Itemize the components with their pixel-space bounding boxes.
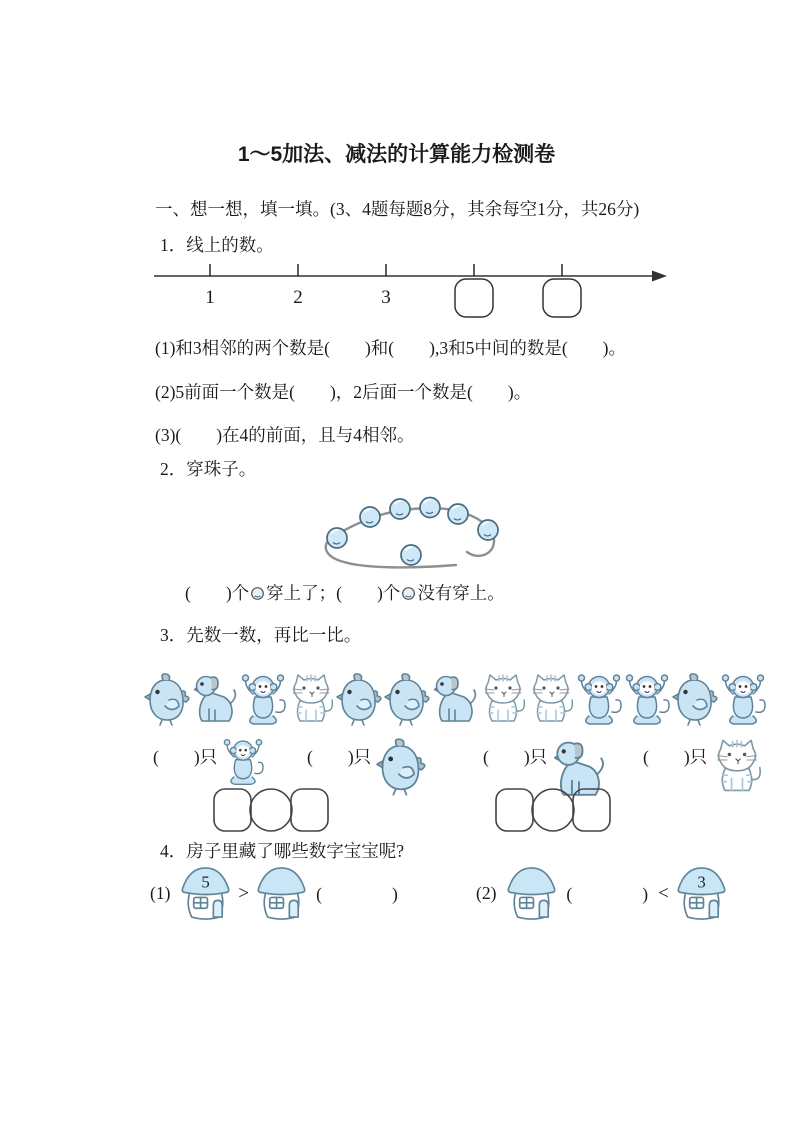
bead-icon <box>327 528 347 548</box>
number-line-ticks <box>210 264 562 276</box>
number-line-answer-box[interactable] <box>455 279 493 317</box>
bead-icon <box>401 585 416 606</box>
dog-icon <box>191 671 239 732</box>
monkey-icon <box>239 671 287 732</box>
q4-part-1-operator: > <box>238 882 250 904</box>
bird-icon <box>383 671 431 732</box>
compare-shapes-group[interactable] <box>494 786 612 839</box>
svg-text:5: 5 <box>201 872 211 892</box>
q3-label: 3．先数一数，再比一比。 <box>160 625 362 645</box>
q4-part-1-prefix: (1) <box>150 883 171 903</box>
number-line-label-1: 1 <box>205 287 215 308</box>
count-answer-blank[interactable]: ( )只 <box>307 747 372 767</box>
count-answer-blank[interactable]: ( )只 <box>483 747 548 767</box>
count-answer-blank[interactable]: ( )只 <box>643 747 708 767</box>
page-title: 1～5加法、减法的计算能力检测卷 <box>237 143 556 166</box>
q4-part-1 <box>150 864 404 923</box>
q1-part-2: (2)5前面一个数是( )，2后面一个数是( )。 <box>155 382 532 402</box>
bead-icon <box>250 585 265 606</box>
house-icon <box>177 864 234 923</box>
number-line-label-3: 3 <box>381 287 391 308</box>
bird-icon <box>143 671 191 732</box>
bead-icon <box>360 507 380 527</box>
monkey-icon <box>719 671 767 732</box>
q2-answer-seg1[interactable]: ( )个 <box>185 583 250 603</box>
count-answer-blank[interactable]: ( )只 <box>153 747 218 767</box>
q4-part-2-prefix: (2) <box>476 883 497 903</box>
q4-answer-blank[interactable]: ( ) <box>566 884 649 904</box>
q1-label: 1．线上的数。 <box>160 235 274 255</box>
cat-icon <box>527 671 575 732</box>
compare-row <box>143 786 783 836</box>
number-line-label-2: 2 <box>293 287 303 308</box>
q4-part-2-operator: < <box>658 882 669 904</box>
q2-label: 2．穿珠子。 <box>160 459 257 479</box>
animal-row <box>143 660 767 732</box>
bird-icon <box>671 671 719 732</box>
number-line <box>150 256 670 324</box>
house-icon <box>673 864 730 923</box>
q4-row <box>150 864 780 932</box>
q4-answer-blank[interactable]: ( ) <box>316 884 398 904</box>
bead-icon <box>420 498 440 518</box>
bead-icon <box>448 504 468 524</box>
q2-answer-seg2[interactable]: 穿上了；( )个 <box>266 583 401 603</box>
q1-part-3: (3)( )在4的前面，且与4相邻。 <box>155 425 415 445</box>
section-1-heading: 一、想一想，填一填。(3、4题每题8分，其余每空1分，共26分) <box>155 199 640 219</box>
house-icon <box>253 864 310 923</box>
q2-answer-seg3: 没有穿上。 <box>417 583 505 603</box>
compare-shapes-group[interactable] <box>212 786 330 839</box>
number-line-answer-box[interactable] <box>543 279 581 317</box>
bead-icon <box>390 499 410 519</box>
bead-icon <box>401 545 421 565</box>
number-line-arrow <box>652 271 667 282</box>
svg-text:3: 3 <box>697 872 706 892</box>
beads-illustration <box>306 488 516 576</box>
q4-label: 4．房子里藏了哪些数字宝宝呢? <box>160 841 405 861</box>
monkey-icon <box>222 736 264 792</box>
count-prompt-monkey <box>153 736 264 792</box>
monkey-icon <box>623 671 671 732</box>
house-icon <box>503 864 560 923</box>
bead-icon <box>478 520 498 540</box>
bird-icon <box>335 671 383 732</box>
cat-icon <box>479 671 527 732</box>
dog-icon <box>431 671 479 732</box>
q2-answer-line <box>185 580 505 606</box>
q1-part-1: (1)和3相邻的两个数是( )和( ),3和5中间的数是( )。 <box>155 338 626 358</box>
q4-part-2 <box>476 864 730 923</box>
monkey-icon <box>575 671 623 732</box>
cat-icon <box>287 671 335 732</box>
